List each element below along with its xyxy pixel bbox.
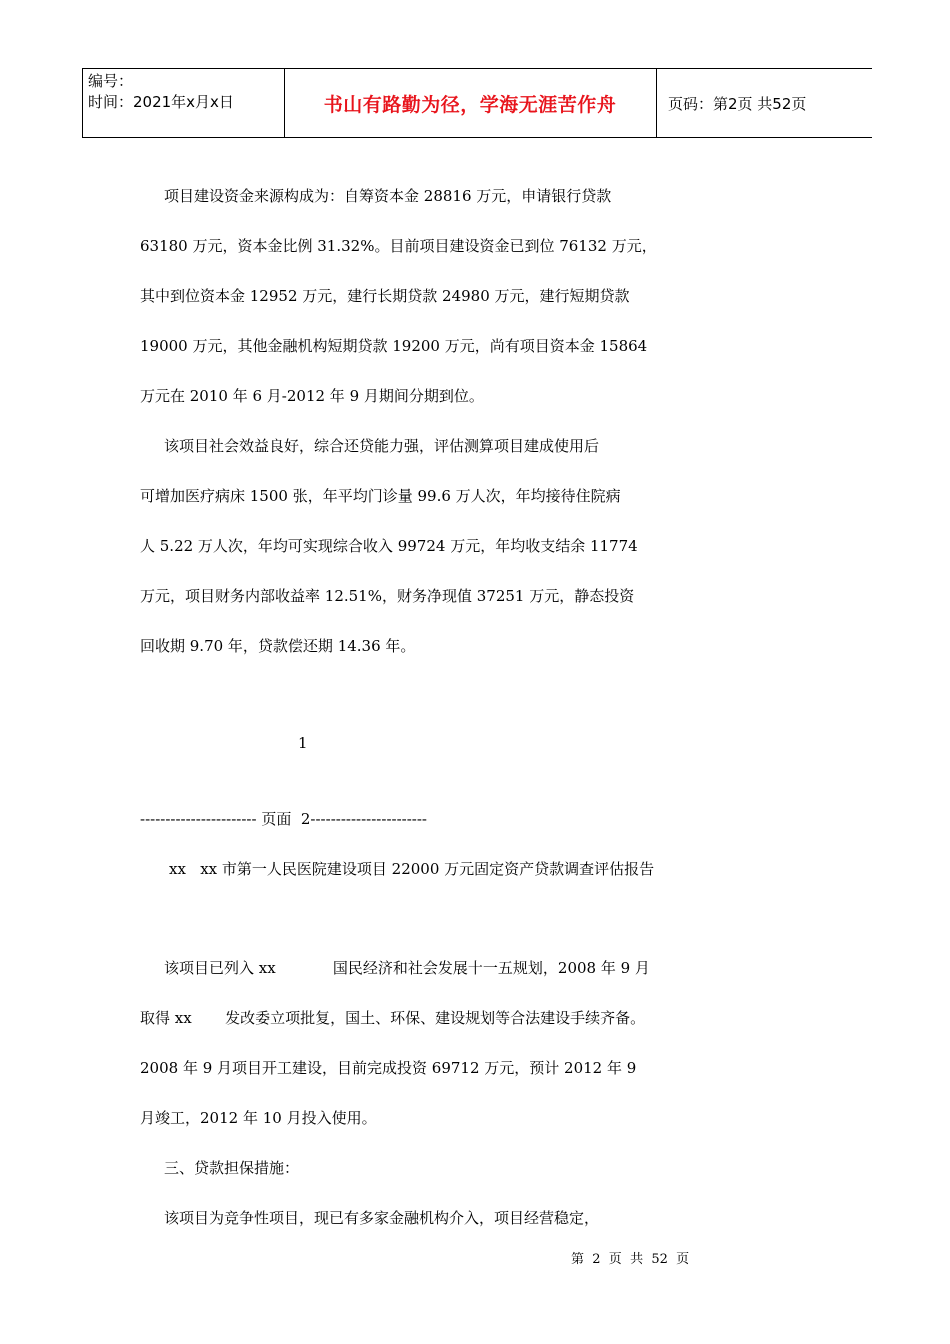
date-label: 时间：2021年x月x日 — [88, 93, 234, 111]
page-separator: ----------------------- 页面 2----------------------- — [140, 810, 427, 828]
body-line: 月竣工，2012 年 10 月投入使用。 — [140, 1109, 377, 1127]
body-line: 可增加医疗病床 1500 张，年平均门诊量 99.6 万人次，年均接待住院病 — [140, 487, 621, 505]
body-line: 项目建设资金来源构成为：自筹资本金 28816 万元，申请银行贷款 — [164, 187, 612, 205]
body-line: 取得 xx 发改委立项批复，国土、环保、建设规划等合法建设手续齐备。 — [140, 1009, 646, 1027]
body-line: 63180 万元，资本金比例 31.32%。目前项目建设资金已到位 76132 万元， — [140, 237, 657, 255]
document-title: xx xx 市第一人民医院建设项目 22000 万元固定资产贷款调查评估报告 — [169, 860, 655, 878]
section-heading: 三、贷款担保措施： — [164, 1159, 300, 1177]
body-line: 该项目为竞争性项目，现已有多家金融机构介入，项目经营稳定， — [164, 1209, 600, 1227]
page-footer: 第 2 页 共 52 页 — [571, 1252, 690, 1267]
page-number: 1 — [298, 734, 308, 752]
body-line: 19000 万元，其他金融机构短期贷款 19200 万元，尚有项目资本金 15864 — [140, 337, 648, 355]
header-border-left — [82, 69, 83, 137]
header-divider-2 — [656, 69, 657, 137]
body-line: 其中到位资本金 12952 万元，建行长期贷款 24980 万元，建行短期贷款 — [140, 287, 630, 305]
number-label: 编号： — [88, 72, 134, 90]
body-line: 万元，项目财务内部收益率 12.51%，财务净现值 37251 万元，静态投资 — [140, 587, 635, 605]
header-table — [82, 68, 872, 138]
body-line: 2008 年 9 月项目开工建设，目前完成投资 69712 万元，预计 2012 年 9 — [140, 1059, 637, 1077]
body-line: 该项目已列入 xx 国民经济和社会发展十一五规划，2008 年 9 月 — [164, 959, 650, 977]
body-line: 回收期 9.70 年，贷款偿还期 14.36 年。 — [140, 637, 416, 655]
header-meta — [88, 71, 234, 113]
body-line: 该项目社会效益良好，综合还贷能力强，评估测算项目建成使用后 — [164, 437, 600, 455]
body-line: 人 5.22 万人次，年均可实现综合收入 99724 万元，年均收支结余 11774 — [140, 537, 638, 555]
page-info: 页码：第2页 共52页 — [668, 94, 807, 113]
motto: 书山有路勤为径，学海无涯苦作舟 — [323, 93, 617, 116]
body-line: 万元在 2010 年 6 月-2012 年 9 月期间分期到位。 — [140, 387, 484, 405]
